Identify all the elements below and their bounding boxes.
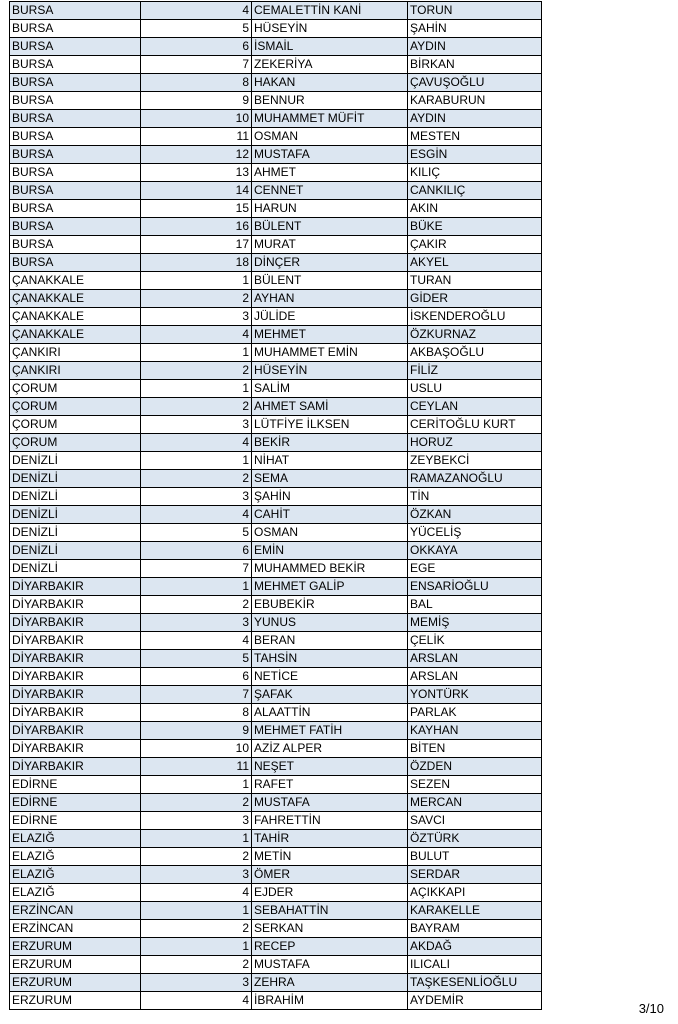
table-row xyxy=(10,974,542,992)
last-name-cell: AYDEMİR xyxy=(408,992,542,1010)
table-row xyxy=(10,254,542,272)
first-name-cell: AZİZ ALPER xyxy=(252,740,408,758)
rank-cell: 2 xyxy=(141,920,252,938)
rank-cell: 11 xyxy=(141,758,252,776)
last-name-cell: CERİTOĞLU KURT xyxy=(408,416,542,434)
last-name-cell: KARAKELLE xyxy=(408,902,542,920)
table-row xyxy=(10,758,542,776)
table-row xyxy=(10,362,542,380)
province-cell: ÇORUM xyxy=(10,434,141,452)
rank-cell: 7 xyxy=(141,686,252,704)
first-name-cell: OSMAN xyxy=(252,128,408,146)
first-name-cell: ŞAFAK xyxy=(252,686,408,704)
rank-cell: 9 xyxy=(141,722,252,740)
table-row xyxy=(10,686,542,704)
province-cell: ERZURUM xyxy=(10,992,141,1010)
province-cell: ÇANAKKALE xyxy=(10,272,141,290)
table-row xyxy=(10,380,542,398)
rank-cell: 1 xyxy=(141,938,252,956)
table-row xyxy=(10,902,542,920)
table-row xyxy=(10,308,542,326)
rank-cell: 3 xyxy=(141,614,252,632)
rank-cell: 4 xyxy=(141,992,252,1010)
province-cell: DENİZLİ xyxy=(10,452,141,470)
table-row xyxy=(10,74,542,92)
table-row xyxy=(10,866,542,884)
candidate-table-body xyxy=(10,2,542,1010)
last-name-cell: EGE xyxy=(408,560,542,578)
first-name-cell: RAFET xyxy=(252,776,408,794)
rank-cell: 7 xyxy=(141,560,252,578)
table-row xyxy=(10,920,542,938)
first-name-cell: HÜSEYİN xyxy=(252,20,408,38)
first-name-cell: FAHRETTİN xyxy=(252,812,408,830)
rank-cell: 2 xyxy=(141,398,252,416)
province-cell: BURSA xyxy=(10,164,141,182)
first-name-cell: JÜLİDE xyxy=(252,308,408,326)
table-row xyxy=(10,884,542,902)
province-cell: BURSA xyxy=(10,146,141,164)
table-row xyxy=(10,542,542,560)
province-cell: BURSA xyxy=(10,182,141,200)
table-row xyxy=(10,992,542,1010)
rank-cell: 2 xyxy=(141,362,252,380)
last-name-cell: MERCAN xyxy=(408,794,542,812)
table-row xyxy=(10,668,542,686)
last-name-cell: OKKAYA xyxy=(408,542,542,560)
first-name-cell: AHMET SAMİ xyxy=(252,398,408,416)
table-row xyxy=(10,776,542,794)
first-name-cell: BÜLENT xyxy=(252,272,408,290)
first-name-cell: İBRAHİM xyxy=(252,992,408,1010)
province-cell: DİYARBAKIR xyxy=(10,596,141,614)
table-row xyxy=(10,632,542,650)
table-row xyxy=(10,128,542,146)
table-row xyxy=(10,812,542,830)
page-number: 3/10 xyxy=(638,1001,664,1016)
first-name-cell: BENNUR xyxy=(252,92,408,110)
table-row xyxy=(10,956,542,974)
last-name-cell: ESGİN xyxy=(408,146,542,164)
first-name-cell: BEKİR xyxy=(252,434,408,452)
table-row xyxy=(10,596,542,614)
province-cell: ERZİNCAN xyxy=(10,902,141,920)
rank-cell: 4 xyxy=(141,2,252,20)
province-cell: ERZİNCAN xyxy=(10,920,141,938)
rank-cell: 1 xyxy=(141,902,252,920)
first-name-cell: EJDER xyxy=(252,884,408,902)
province-cell: ELAZIĞ xyxy=(10,884,141,902)
first-name-cell: MEHMET GALİP xyxy=(252,578,408,596)
rank-cell: 2 xyxy=(141,290,252,308)
last-name-cell: TAŞKESENLİOĞLU xyxy=(408,974,542,992)
province-cell: DİYARBAKIR xyxy=(10,704,141,722)
rank-cell: 17 xyxy=(141,236,252,254)
first-name-cell: NETİCE xyxy=(252,668,408,686)
province-cell: ERZURUM xyxy=(10,938,141,956)
last-name-cell: AÇIKKAPI xyxy=(408,884,542,902)
table-row xyxy=(10,164,542,182)
rank-cell: 10 xyxy=(141,740,252,758)
province-cell: DENİZLİ xyxy=(10,470,141,488)
rank-cell: 3 xyxy=(141,308,252,326)
rank-cell: 1 xyxy=(141,452,252,470)
first-name-cell: CAHİT xyxy=(252,506,408,524)
table-row xyxy=(10,452,542,470)
province-cell: ÇANKIRI xyxy=(10,362,141,380)
last-name-cell: ÇELİK xyxy=(408,632,542,650)
province-cell: ÇANAKKALE xyxy=(10,290,141,308)
first-name-cell: MEHMET FATİH xyxy=(252,722,408,740)
first-name-cell: MEHMET xyxy=(252,326,408,344)
rank-cell: 8 xyxy=(141,74,252,92)
table-row xyxy=(10,182,542,200)
last-name-cell: MESTEN xyxy=(408,128,542,146)
table-row xyxy=(10,614,542,632)
province-cell: ÇANAKKALE xyxy=(10,326,141,344)
first-name-cell: YUNUS xyxy=(252,614,408,632)
last-name-cell: FİLİZ xyxy=(408,362,542,380)
last-name-cell: ÖZDEN xyxy=(408,758,542,776)
province-cell: EDİRNE xyxy=(10,794,141,812)
province-cell: DİYARBAKIR xyxy=(10,722,141,740)
province-cell: DENİZLİ xyxy=(10,506,141,524)
last-name-cell: BAYRAM xyxy=(408,920,542,938)
last-name-cell: ILICALI xyxy=(408,956,542,974)
first-name-cell: MUHAMMET EMİN xyxy=(252,344,408,362)
rank-cell: 2 xyxy=(141,794,252,812)
table-row xyxy=(10,560,542,578)
last-name-cell: İSKENDEROĞLU xyxy=(408,308,542,326)
rank-cell: 1 xyxy=(141,776,252,794)
province-cell: BURSA xyxy=(10,128,141,146)
rank-cell: 3 xyxy=(141,488,252,506)
last-name-cell: SERDAR xyxy=(408,866,542,884)
table-row xyxy=(10,938,542,956)
province-cell: DENİZLİ xyxy=(10,524,141,542)
rank-cell: 3 xyxy=(141,812,252,830)
first-name-cell: ÖMER xyxy=(252,866,408,884)
first-name-cell: NİHAT xyxy=(252,452,408,470)
rank-cell: 4 xyxy=(141,326,252,344)
table-row xyxy=(10,200,542,218)
table-row xyxy=(10,470,542,488)
table-row xyxy=(10,416,542,434)
province-cell: ÇORUM xyxy=(10,416,141,434)
table-row xyxy=(10,38,542,56)
last-name-cell: AKDAĞ xyxy=(408,938,542,956)
last-name-cell: AYDIN xyxy=(408,38,542,56)
province-cell: BURSA xyxy=(10,254,141,272)
last-name-cell: KILIÇ xyxy=(408,164,542,182)
last-name-cell: SAVCI xyxy=(408,812,542,830)
province-cell: DİYARBAKIR xyxy=(10,758,141,776)
province-cell: EDİRNE xyxy=(10,776,141,794)
province-cell: BURSA xyxy=(10,20,141,38)
last-name-cell: HORUZ xyxy=(408,434,542,452)
last-name-cell: SEZEN xyxy=(408,776,542,794)
province-cell: BURSA xyxy=(10,38,141,56)
table-row xyxy=(10,272,542,290)
first-name-cell: DİNÇER xyxy=(252,254,408,272)
rank-cell: 11 xyxy=(141,128,252,146)
last-name-cell: ÖZKURNAZ xyxy=(408,326,542,344)
rank-cell: 18 xyxy=(141,254,252,272)
province-cell: DENİZLİ xyxy=(10,560,141,578)
rank-cell: 15 xyxy=(141,200,252,218)
last-name-cell: ZEYBEKCİ xyxy=(408,452,542,470)
rank-cell: 1 xyxy=(141,380,252,398)
province-cell: ELAZIĞ xyxy=(10,830,141,848)
first-name-cell: AYHAN xyxy=(252,290,408,308)
last-name-cell: AKYEL xyxy=(408,254,542,272)
first-name-cell: ZEKERİYA xyxy=(252,56,408,74)
rank-cell: 7 xyxy=(141,56,252,74)
province-cell: EDİRNE xyxy=(10,812,141,830)
rank-cell: 5 xyxy=(141,650,252,668)
rank-cell: 9 xyxy=(141,92,252,110)
first-name-cell: HÜSEYİN xyxy=(252,362,408,380)
rank-cell: 4 xyxy=(141,506,252,524)
last-name-cell: CANKILIÇ xyxy=(408,182,542,200)
first-name-cell: SEBAHATTİN xyxy=(252,902,408,920)
table-row xyxy=(10,236,542,254)
table-row xyxy=(10,146,542,164)
table-row xyxy=(10,524,542,542)
province-cell: BURSA xyxy=(10,2,141,20)
province-cell: BURSA xyxy=(10,56,141,74)
rank-cell: 2 xyxy=(141,470,252,488)
province-cell: BURSA xyxy=(10,218,141,236)
first-name-cell: HAKAN xyxy=(252,74,408,92)
province-cell: BURSA xyxy=(10,200,141,218)
first-name-cell: BÜLENT xyxy=(252,218,408,236)
first-name-cell: MUHAMMET MÜFİT xyxy=(252,110,408,128)
table-row xyxy=(10,2,542,20)
first-name-cell: CENNET xyxy=(252,182,408,200)
table-row xyxy=(10,488,542,506)
rank-cell: 5 xyxy=(141,524,252,542)
last-name-cell: BİRKAN xyxy=(408,56,542,74)
province-cell: DİYARBAKIR xyxy=(10,650,141,668)
table-row xyxy=(10,344,542,362)
first-name-cell: MUSTAFA xyxy=(252,146,408,164)
rank-cell: 5 xyxy=(141,20,252,38)
last-name-cell: ÖZKAN xyxy=(408,506,542,524)
last-name-cell: BİTEN xyxy=(408,740,542,758)
rank-cell: 12 xyxy=(141,146,252,164)
province-cell: ELAZIĞ xyxy=(10,866,141,884)
rank-cell: 1 xyxy=(141,272,252,290)
last-name-cell: YÜCELİŞ xyxy=(408,524,542,542)
first-name-cell: MUSTAFA xyxy=(252,956,408,974)
first-name-cell: EBUBEKİR xyxy=(252,596,408,614)
rank-cell: 3 xyxy=(141,866,252,884)
province-cell: ÇANKIRI xyxy=(10,344,141,362)
last-name-cell: AKIN xyxy=(408,200,542,218)
rank-cell: 6 xyxy=(141,542,252,560)
last-name-cell: BULUT xyxy=(408,848,542,866)
rank-cell: 6 xyxy=(141,38,252,56)
first-name-cell: HARUN xyxy=(252,200,408,218)
first-name-cell: MURAT xyxy=(252,236,408,254)
rank-cell: 1 xyxy=(141,830,252,848)
province-cell: BURSA xyxy=(10,110,141,128)
last-name-cell: USLU xyxy=(408,380,542,398)
province-cell: BURSA xyxy=(10,92,141,110)
table-row xyxy=(10,56,542,74)
rank-cell: 10 xyxy=(141,110,252,128)
rank-cell: 16 xyxy=(141,218,252,236)
table-row xyxy=(10,290,542,308)
last-name-cell: GİDER xyxy=(408,290,542,308)
rank-cell: 4 xyxy=(141,434,252,452)
last-name-cell: ŞAHİN xyxy=(408,20,542,38)
rank-cell: 1 xyxy=(141,344,252,362)
first-name-cell: ŞAHİN xyxy=(252,488,408,506)
table-row xyxy=(10,398,542,416)
first-name-cell: TAHİR xyxy=(252,830,408,848)
last-name-cell: ÖZTÜRK xyxy=(408,830,542,848)
first-name-cell: ZEHRA xyxy=(252,974,408,992)
table-row xyxy=(10,830,542,848)
rank-cell: 4 xyxy=(141,632,252,650)
rank-cell: 2 xyxy=(141,848,252,866)
last-name-cell: YONTÜRK xyxy=(408,686,542,704)
rank-cell: 2 xyxy=(141,956,252,974)
province-cell: DİYARBAKIR xyxy=(10,578,141,596)
rank-cell: 3 xyxy=(141,416,252,434)
last-name-cell: TORUN xyxy=(408,2,542,20)
table-row xyxy=(10,704,542,722)
rank-cell: 6 xyxy=(141,668,252,686)
first-name-cell: AHMET xyxy=(252,164,408,182)
province-cell: DİYARBAKIR xyxy=(10,632,141,650)
last-name-cell: PARLAK xyxy=(408,704,542,722)
last-name-cell: KAYHAN xyxy=(408,722,542,740)
table-row xyxy=(10,110,542,128)
first-name-cell: EMİN xyxy=(252,542,408,560)
province-cell: DENİZLİ xyxy=(10,542,141,560)
last-name-cell: AYDIN xyxy=(408,110,542,128)
province-cell: ÇORUM xyxy=(10,380,141,398)
first-name-cell: İSMAİL xyxy=(252,38,408,56)
province-cell: ÇANAKKALE xyxy=(10,308,141,326)
table-row xyxy=(10,650,542,668)
rank-cell: 3 xyxy=(141,974,252,992)
rank-cell: 4 xyxy=(141,884,252,902)
rank-cell: 1 xyxy=(141,578,252,596)
last-name-cell: ÇAKIR xyxy=(408,236,542,254)
last-name-cell: ENSARİOĞLU xyxy=(408,578,542,596)
candidate-table xyxy=(9,1,542,1010)
last-name-cell: BAL xyxy=(408,596,542,614)
first-name-cell: TAHSİN xyxy=(252,650,408,668)
last-name-cell: AKBAŞOĞLU xyxy=(408,344,542,362)
table-row xyxy=(10,578,542,596)
last-name-cell: ARSLAN xyxy=(408,650,542,668)
last-name-cell: MEMİŞ xyxy=(408,614,542,632)
province-cell: ERZURUM xyxy=(10,956,141,974)
first-name-cell: NEŞET xyxy=(252,758,408,776)
province-cell: DENİZLİ xyxy=(10,488,141,506)
province-cell: ÇORUM xyxy=(10,398,141,416)
last-name-cell: TURAN xyxy=(408,272,542,290)
first-name-cell: MUHAMMED BEKİR xyxy=(252,560,408,578)
table-row xyxy=(10,326,542,344)
province-cell: DİYARBAKIR xyxy=(10,614,141,632)
first-name-cell: SALİM xyxy=(252,380,408,398)
table-row xyxy=(10,794,542,812)
last-name-cell: ÇAVUŞOĞLU xyxy=(408,74,542,92)
table-row xyxy=(10,20,542,38)
rank-cell: 14 xyxy=(141,182,252,200)
first-name-cell: MUSTAFA xyxy=(252,794,408,812)
province-cell: DİYARBAKIR xyxy=(10,668,141,686)
table-row xyxy=(10,218,542,236)
last-name-cell: RAMAZANOĞLU xyxy=(408,470,542,488)
first-name-cell: RECEP xyxy=(252,938,408,956)
province-cell: BURSA xyxy=(10,236,141,254)
first-name-cell: METİN xyxy=(252,848,408,866)
first-name-cell: SEMA xyxy=(252,470,408,488)
last-name-cell: BÜKE xyxy=(408,218,542,236)
province-cell: ELAZIĞ xyxy=(10,848,141,866)
rank-cell: 13 xyxy=(141,164,252,182)
first-name-cell: LÜTFİYE İLKSEN xyxy=(252,416,408,434)
last-name-cell: CEYLAN xyxy=(408,398,542,416)
last-name-cell: KARABURUN xyxy=(408,92,542,110)
first-name-cell: BERAN xyxy=(252,632,408,650)
last-name-cell: ARSLAN xyxy=(408,668,542,686)
first-name-cell: SERKAN xyxy=(252,920,408,938)
table-row xyxy=(10,92,542,110)
table-row xyxy=(10,740,542,758)
rank-cell: 8 xyxy=(141,704,252,722)
first-name-cell: OSMAN xyxy=(252,524,408,542)
province-cell: DİYARBAKIR xyxy=(10,740,141,758)
last-name-cell: TİN xyxy=(408,488,542,506)
first-name-cell: CEMALETTİN KANİ xyxy=(252,2,408,20)
province-cell: BURSA xyxy=(10,74,141,92)
province-cell: ERZURUM xyxy=(10,974,141,992)
table-row xyxy=(10,506,542,524)
table-row xyxy=(10,848,542,866)
province-cell: DİYARBAKIR xyxy=(10,686,141,704)
table-row xyxy=(10,434,542,452)
table-row xyxy=(10,722,542,740)
rank-cell: 2 xyxy=(141,596,252,614)
first-name-cell: ALAATTİN xyxy=(252,704,408,722)
